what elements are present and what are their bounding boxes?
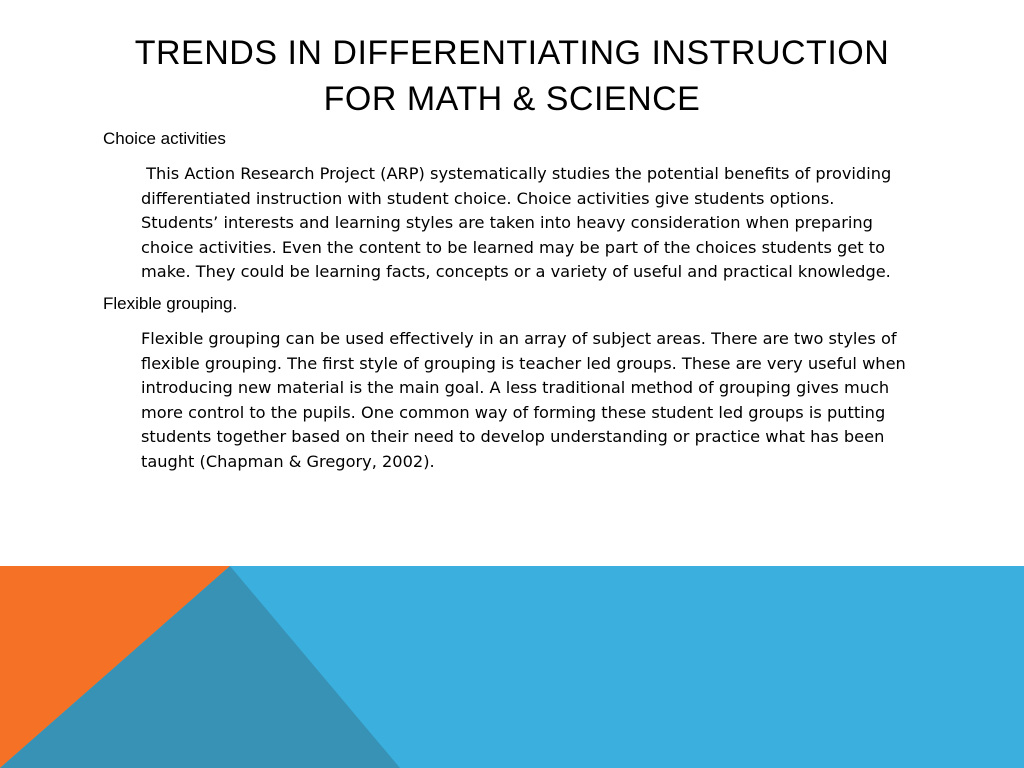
section-heading-choice-activities: Choice activities xyxy=(103,129,226,148)
slide-title-line-2: FOR MATH & SCIENCE xyxy=(323,80,701,118)
section-paragraph-choice-activities: This Action Research Project (ARP) systematically studies the potential benefits of providing differentiated instruction with student choice. Choice activities give students options. Students’ interests and learning styles are taken into heavy consideration when preparing choice activities. Even the content to be learned may be part of the choices students get to make. They could be learning facts, concepts or a variety of useful and practical knowledge. xyxy=(141,164,897,282)
decorative-footer-shapes xyxy=(0,566,1024,768)
section-heading-flexible-grouping: Flexible grouping. xyxy=(103,293,238,313)
slide-title xyxy=(60,30,964,122)
slide-title-line-1: TRENDS IN DIFFERENTIATING INSTRUCTION xyxy=(134,34,890,72)
section-paragraph-flexible-grouping: Flexible grouping can be used effectively in an array of subject areas. There are two styles of flexible grouping. The first style of grouping is teacher led groups. These are very useful when introducing new material is the main goal. A less traditional method of grouping gives much more control to the pupils. One common way of forming these student led groups is putting students together based on their need to develop understanding or practice what has been taught (Chapman & Gregory, 2002). xyxy=(141,328,906,471)
slide-body xyxy=(103,128,913,483)
